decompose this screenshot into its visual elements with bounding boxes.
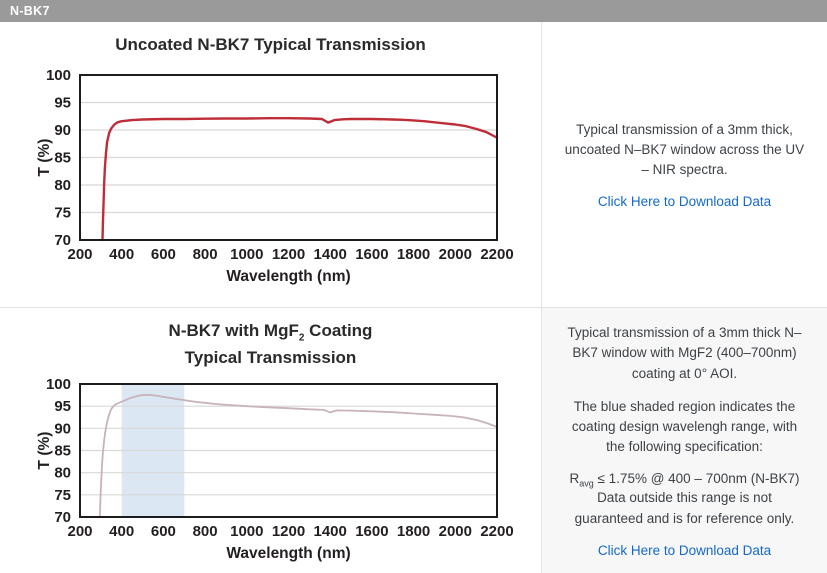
x-tick-label: 1200 [271,246,306,263]
description-text: The blue shaded region indicates the coating design wavelengh range, with the following specification: [571,398,798,455]
y-tick-label: 85 [54,149,71,167]
x-tick-label: 1400 [313,246,347,263]
x-tick-label: 1600 [355,523,389,540]
coated-transmission-chart [0,308,541,573]
coated-description-panel [541,308,827,573]
x-tick-label: 1200 [271,523,306,540]
x-tick-label: 2000 [438,523,472,540]
x-tick-label: 200 [67,246,93,263]
uncoated-section [0,22,827,307]
uncoated-description-panel [541,22,827,307]
x-tick-label: 800 [192,523,218,540]
transmission-curve [103,118,498,240]
x-tick-label: 400 [109,523,135,540]
coated-section [0,307,827,573]
x-tick-label: 1400 [313,523,347,540]
download-data-link[interactable]: Click Here to Download Data [597,542,772,558]
x-tick-label: 1800 [396,246,431,263]
description-text: Typical transmission of a 3mm thick, uncoated N–BK7 window across the UV – NIR spectra. [564,121,805,178]
section-title: N-BK7 [10,4,50,18]
y-tick-label: 75 [54,204,71,222]
uncoated-transmission-chart [0,22,541,307]
x-tick-label: 2200 [480,246,514,263]
y-tick-label: 70 [54,509,71,526]
y-tick-label: 100 [45,67,71,84]
x-tick-label: 1000 [230,523,264,540]
y-tick-label: 70 [54,232,71,249]
y-tick-label: 100 [45,376,71,393]
y-tick-label: 90 [54,122,71,139]
chart-title-line2: Typical Transmission [184,348,357,368]
y-axis-label: T (%) [36,138,53,177]
x-tick-label: 800 [192,246,218,263]
uncoated-chart-canvas [0,22,541,307]
x-tick-label: 1800 [396,523,431,540]
x-tick-label: 2000 [438,246,472,263]
y-tick-label: 80 [54,464,71,482]
y-axis-label: T (%) [36,431,53,470]
x-tick-label: 1000 [230,246,264,263]
y-tick-label: 85 [54,442,71,460]
y-tick-label: 95 [54,398,71,416]
chart-title: Uncoated N-BK7 Typical Transmission [115,35,426,54]
chart-title-line1: N-BK7 with MgF$_2$ Coating [168,321,373,344]
y-tick-label: 90 [54,420,71,438]
x-axis-label: Wavelength (nm) [226,545,351,562]
coated-chart-canvas [0,308,541,573]
x-tick-label: 600 [150,246,176,263]
x-tick-label: 200 [67,523,93,540]
x-axis-label: Wavelength (nm) [226,268,351,285]
y-tick-label: 95 [54,94,71,112]
section-header-bar [0,0,827,22]
x-tick-label: 400 [109,246,135,263]
description-text: Typical transmission of a 3mm thick N–BK7 window with MgF2 (400–700nm) coating at 0° AOI. [567,325,802,381]
description-text: Data outside this range is not guaranteed and is for reference only. [574,490,795,526]
x-tick-label: 600 [150,523,176,540]
coating-spec-text: $R_{avg} \le 1.75\%$ @ 400 – 700nm (N-BK7) [569,470,800,489]
y-tick-label: 75 [54,486,71,504]
x-tick-label: 2200 [480,523,514,540]
x-tick-label: 1600 [355,246,389,263]
y-tick-label: 80 [54,177,71,194]
download-data-link[interactable]: Click Here to Download Data [597,194,772,210]
